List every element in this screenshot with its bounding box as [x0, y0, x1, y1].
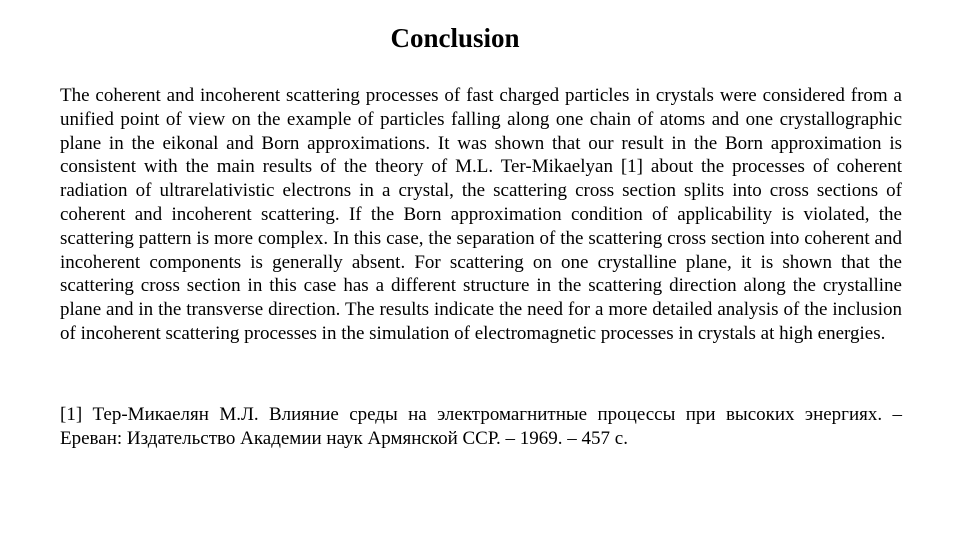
page-title: Conclusion — [390, 23, 520, 53]
conclusion-paragraph: The coherent and incoherent scattering processes of fast charged particles in crystals were considered from a unified point of view on the example of particles falling along one chain of atoms and one crystallographic plane in the eikonal and Born approximations. It was shown that our result in the Born approximation is consistent with the main results of the theory of M.L. Ter-Mikaelyan [1] about the processes of coherent radiation of ultrarelativistic electrons in a crystal, the scattering cross section splits into cross sections of coherent and incoherent scattering. If the Born approximation condition of applicability is violated, the scattering pattern is more complex. In this case, the separation of the scattering cross section into coherent and incoherent components is generally absent. For scattering on one crystalline plane, it is shown that the scattering cross section in this case has a different structure in the scattering direction along the crystalline plane and in the transverse direction. The results indicate the need for a more detailed analysis of the inclusion of incoherent scattering processes in the simulation of electromagnetic processes in crystals at high energies. — [60, 85, 902, 344]
reference-citation: [1] Тер-Микаелян М.Л. Влияние среды на электромагнитные процессы при высоких энергиях. – Ереван: Издательство Академии наук Армянской ССР. – 1969. – 457 с. — [60, 404, 902, 449]
